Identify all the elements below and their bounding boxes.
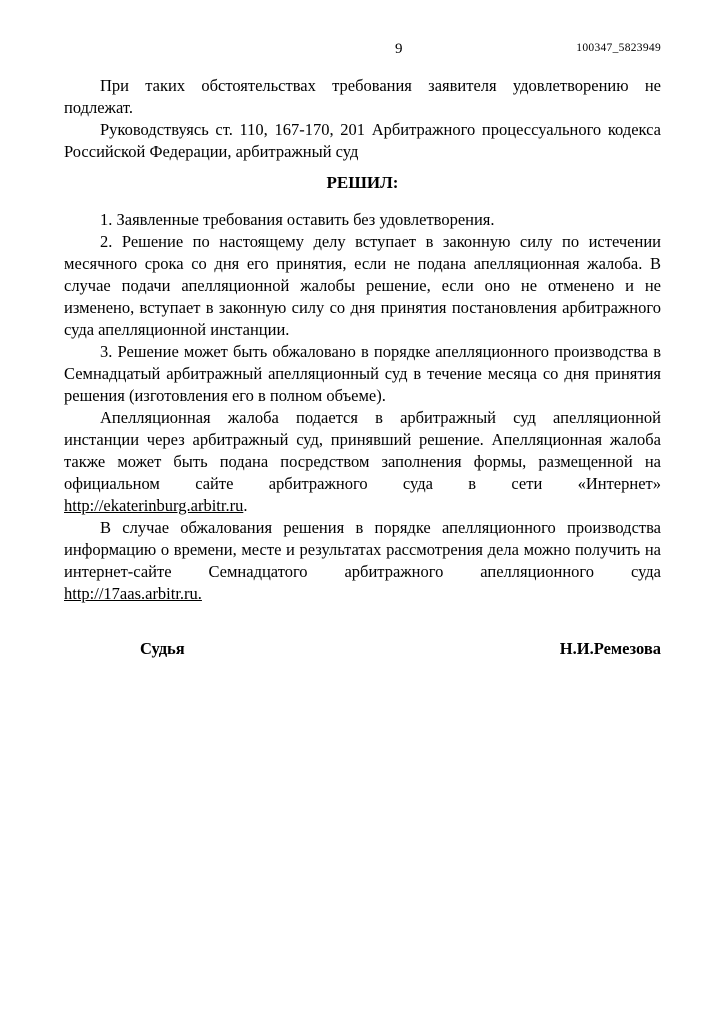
appeal-info-text: В случае обжалования решения в порядке апелляционного производства информацию о времени, месте и результатах рассмотрения дела можно получить на интернет-сайте Семнадцатого арбитражного апелляционного суда — [64, 518, 661, 581]
appeal-filing-period: . — [243, 496, 248, 515]
page-number: 9 — [395, 41, 403, 57]
decision-item-2: 2. Решение по настоящему делу вступает в законную силу по истечении месячного срока со дня его принятия, если не подана апелляционная жалоба. В случае подачи апелляционной жалобы решение, если оно не отменено и не изменено, вступает в законную силу со дня принятия постановления арбитражного суда апелляционной инстанции. — [64, 232, 661, 339]
judge-name: Н.И.Ремезова — [559, 639, 661, 658]
decision-heading: РЕШИЛ: — [326, 173, 399, 192]
page-header — [64, 40, 661, 62]
document-content — [64, 40, 661, 660]
decision-item-1: 1. Заявленные требования оставить без удовлетворения. — [100, 210, 495, 229]
judge-label: Судья — [140, 639, 185, 658]
signature-row — [64, 638, 661, 660]
ekaterinburg-arbitr-link[interactable]: http://ekaterinburg.arbitr.ru — [64, 496, 244, 515]
paragraph-guided-by: Руководствуясь ст. 110, 167-170, 201 Арбитражного процессуального кодекса Российской Федерации, арбитражный суд — [64, 120, 661, 161]
decision-item-3: 3. Решение может быть обжаловано в порядке апелляционного производства в Семнадцатый арбитражный апелляционный суд в течение месяца со дня принятия решения (изготовления его в полном объеме). — [64, 342, 661, 405]
paragraph-circumstances: При таких обстоятельствах требования заявителя удовлетворению не подлежат. — [64, 76, 661, 117]
paragraph-appeal-info — [64, 517, 661, 605]
document-code: 100347_5823949 — [576, 42, 661, 54]
appeal-filing-text: Апелляционная жалоба подается в арбитражный суд апелляционной инстанции через арбитражный суд, принявший решение. Апелляционная жалоба также может быть подана посредством заполнения формы, размещенной на официальном сайте арбитражного суда в сети «Интернет» — [64, 408, 661, 493]
paragraph-appeal-filing — [64, 407, 661, 517]
document-body — [64, 75, 661, 660]
17aas-arbitr-link[interactable]: http://17aas.arbitr.ru. — [64, 584, 202, 603]
